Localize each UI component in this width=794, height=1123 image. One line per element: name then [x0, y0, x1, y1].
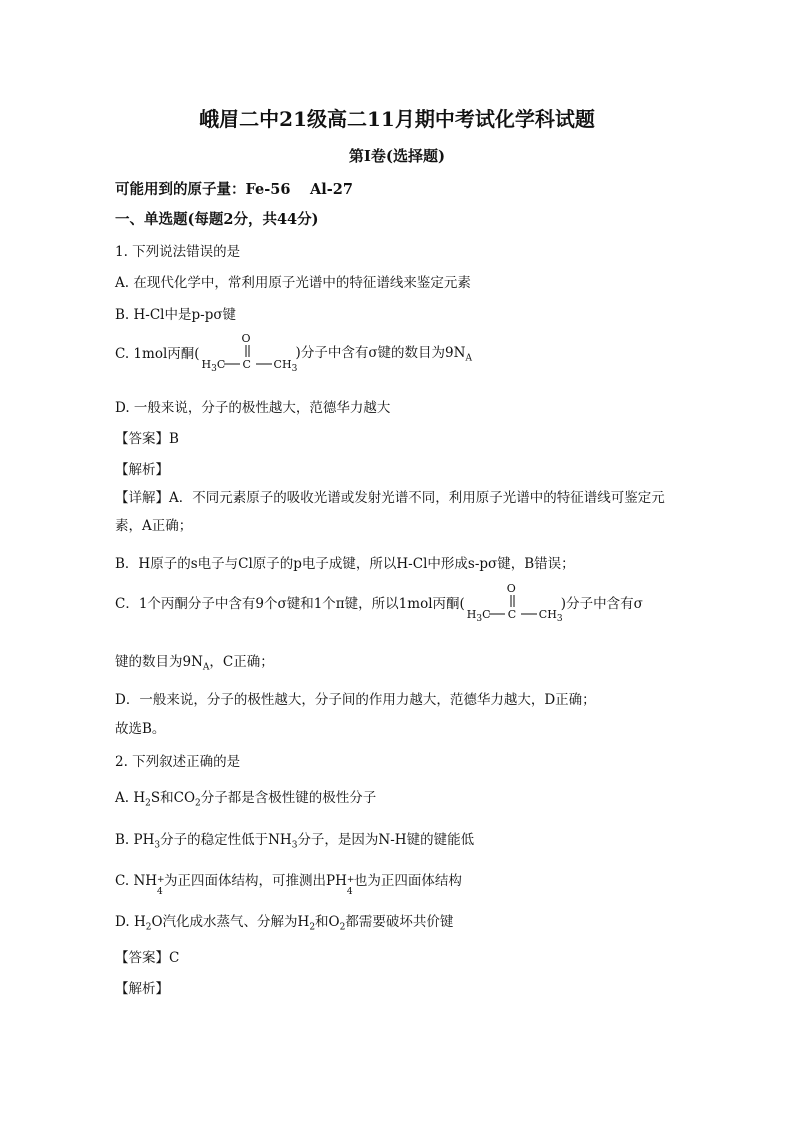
- acetone-structure-2: [466, 582, 563, 625]
- q2-option-c: C. NH + 4 为正四面体结构，可推测出PH + 4 也为正四面体结构: [115, 873, 462, 897]
- q1-option-a: A. 在现代化学中，常利用原子光谱中的特征谱线来鉴定元素: [115, 275, 471, 291]
- section-subtitle: 第I卷(选择题): [348, 147, 446, 165]
- acetone-h3c-2: $H_3C$: [466, 608, 491, 625]
- acetone-o: O: [241, 332, 251, 345]
- acetone-o-2: O: [506, 582, 516, 595]
- q2-analysis-label: 【解析】: [115, 981, 169, 997]
- q1-detail-d: D．一般来说，分子的极性越大，分子间的作用力越大，范德华力越大，D正确；: [115, 692, 596, 708]
- atomic-mass-line: 可能用到的原子量：Fe-56 Al-27: [115, 181, 353, 198]
- acetone-structure: [201, 332, 298, 375]
- q1-stem: 1. 下列说法错误的是: [115, 244, 241, 260]
- q2-answer: 【答案】C: [115, 950, 180, 966]
- q1-detail-b: B．H原子的s电子与Cl原子的p电子成键，所以H-Cl中形成s-pσ键，B错误；: [115, 556, 575, 572]
- page-title: 峨眉二中21级高二11月期中考试化学科试题: [199, 107, 595, 131]
- acetone-c: C: [242, 358, 251, 371]
- q1-c-post: )分子中含有σ键的数目为$9N_A$: [295, 344, 472, 364]
- q1-analysis-label: 【解析】: [115, 462, 169, 478]
- acetone-ch3-2: $CH_3$: [538, 608, 563, 625]
- q1-c-pre: C. 1mol丙酮(: [115, 346, 200, 362]
- q1-option-c: [115, 332, 472, 375]
- q1-detail-c-post: )分子中含有σ: [560, 596, 643, 612]
- q1-conclusion: 故选B。: [115, 721, 166, 737]
- acetone-c-2: C: [507, 608, 517, 621]
- q1-option-b: B. H-Cl中是p-pσ键: [115, 307, 237, 323]
- q2-option-a: A. $H_2S$和$CO_2$分子都是含极性键的极性分子: [115, 790, 377, 809]
- section-heading: 一、单选题(每题2分，共44分): [115, 211, 319, 228]
- q2-option-d: D. $H_2O$汽化成水蒸气、分解为$H_2$和$O_2$都需要破坏共价键: [115, 914, 454, 933]
- q1-answer: 【答案】B: [115, 431, 179, 447]
- q2-option-b: B. $PH_3$分子的稳定性低于$NH_3$分子，是因为N-H键的键能低: [115, 832, 475, 851]
- acetone-h3c: $H_3C$: [201, 358, 226, 375]
- q1-detail-a: 【详解】A．不同元素原子的吸收光谱或发射光谱不同，利用原子光谱中的特征谱线可鉴定元素，A正确；: [115, 490, 665, 534]
- q1-detail-c-pre: C．1个丙酮分子中含有9个σ键和1个π键，所以1mol丙酮(: [115, 596, 465, 612]
- q1-option-d: D. 一般来说，分子的极性越大，范德华力越大: [115, 400, 391, 416]
- acetone-ch3: $CH_3$: [273, 358, 298, 375]
- q2-stem: 2. 下列叙述正确的是: [115, 754, 241, 770]
- q1-detail-c-cont: 键的数目为$9N_A$，C正确；: [115, 654, 274, 673]
- q1-detail-c: [115, 582, 643, 625]
